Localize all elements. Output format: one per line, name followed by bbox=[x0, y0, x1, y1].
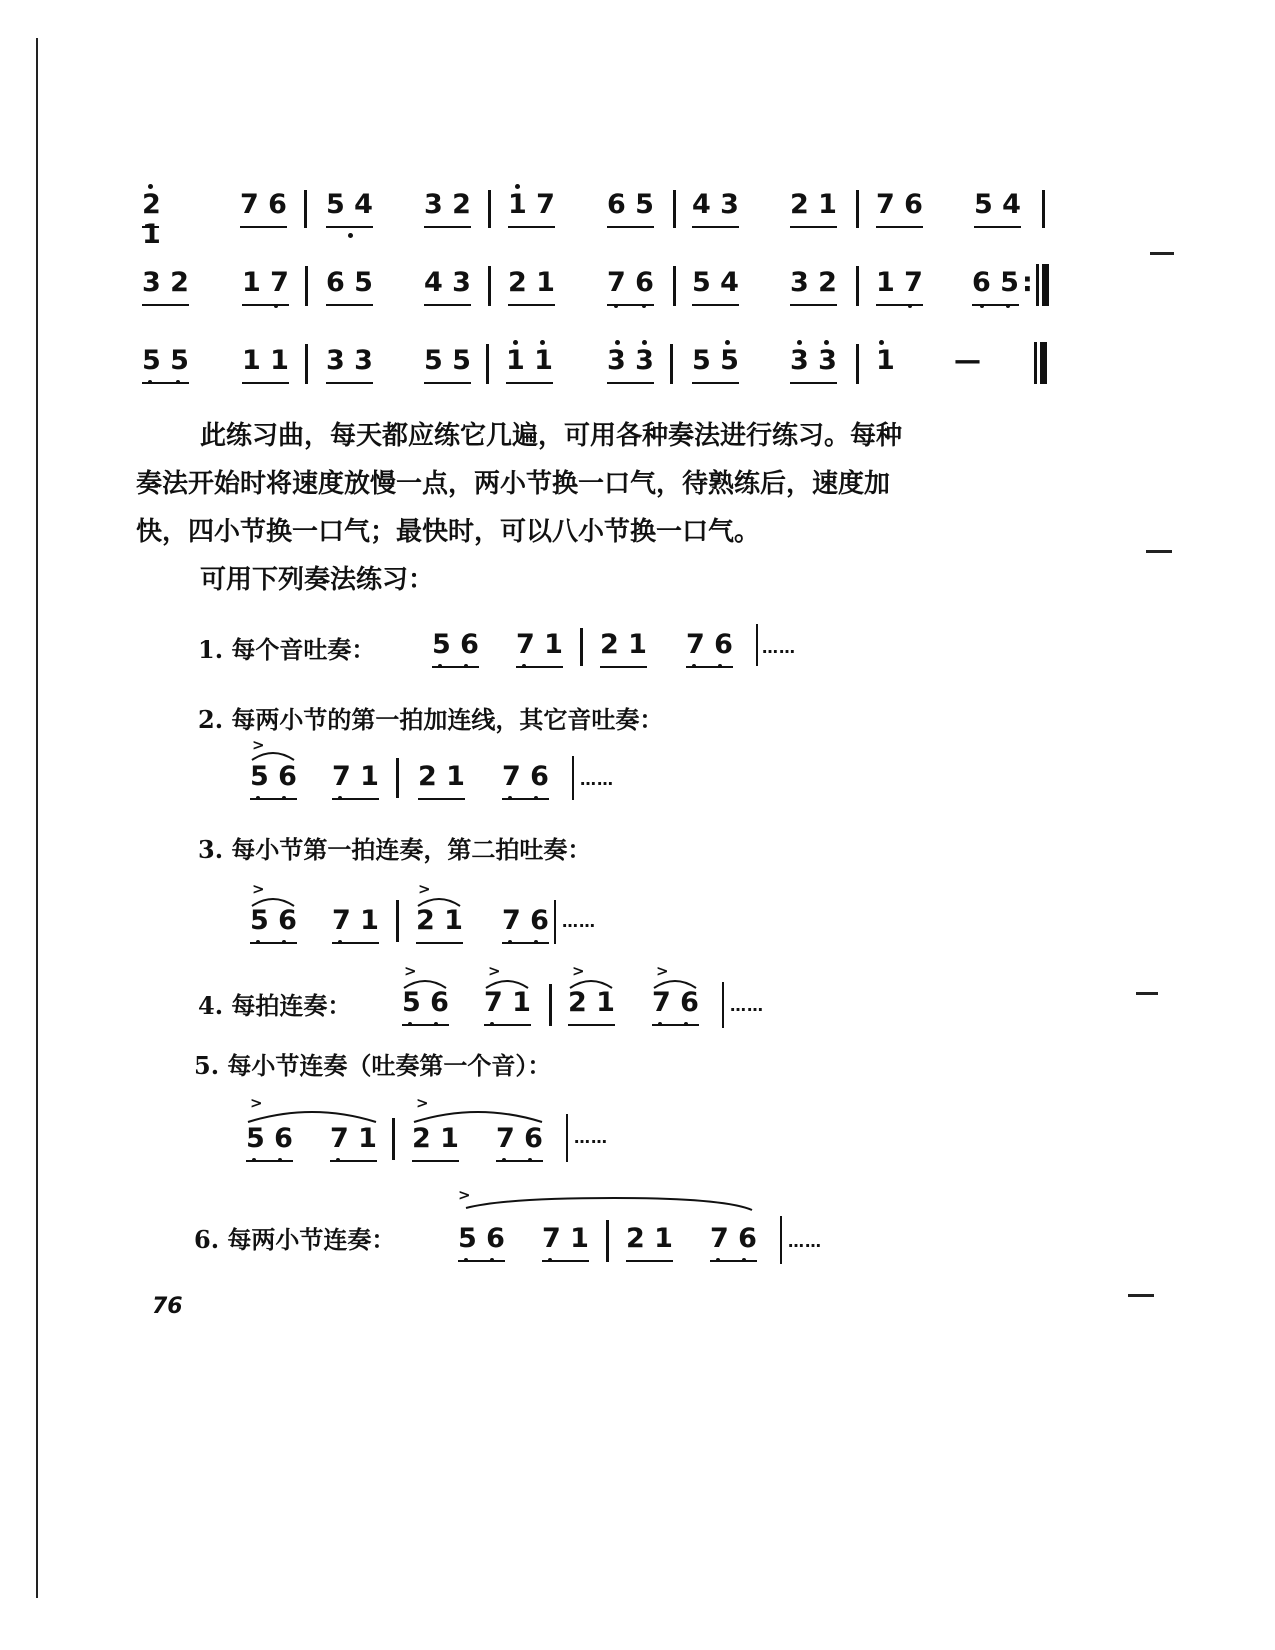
high-octave-dot bbox=[615, 340, 620, 345]
low-octave-dot bbox=[282, 940, 286, 944]
exercise-label: 5. 每小节连奏（吐奏第一个音）： bbox=[194, 1051, 552, 1080]
low-octave-dot bbox=[502, 1158, 506, 1162]
exercise-label: 2. 每两小节的第一拍加连线，其它音吐奏： bbox=[198, 705, 664, 734]
note-group: 1 1 bbox=[242, 346, 289, 384]
bar-line bbox=[392, 1118, 395, 1160]
low-octave-dot bbox=[464, 1258, 468, 1262]
bar-line bbox=[856, 190, 859, 228]
note-group: 2 1 bbox=[600, 630, 647, 668]
note-group: 7 1 bbox=[332, 906, 379, 944]
low-octave-dot bbox=[338, 940, 342, 944]
high-octave-dot bbox=[824, 340, 829, 345]
note-group: 7 6 bbox=[710, 1224, 757, 1262]
accent-mark: > bbox=[252, 880, 265, 898]
note-group: 5 6 bbox=[432, 630, 479, 668]
note-group: 5 4 bbox=[974, 190, 1021, 228]
accent-mark: > bbox=[416, 1094, 429, 1112]
low-octave-dot bbox=[278, 1158, 282, 1162]
exercise-label: 4. 每拍连奏： bbox=[198, 991, 352, 1020]
bar-line bbox=[722, 982, 724, 1028]
low-octave-dot bbox=[508, 796, 512, 800]
note-group: 2 1 bbox=[626, 1224, 673, 1262]
bar-line bbox=[756, 624, 758, 666]
exercise-label: 1. 每个音吐奏： bbox=[198, 635, 376, 664]
continuation-dots: …… bbox=[574, 1128, 608, 1147]
bar-line bbox=[1042, 190, 1045, 228]
low-octave-dot bbox=[490, 1022, 494, 1026]
note-group: 5 5 bbox=[424, 346, 471, 384]
bar-line bbox=[780, 1216, 782, 1264]
paragraph-line: 快，四小节换一口气；最快时，可以八小节换一口气。 bbox=[136, 517, 761, 547]
note-group: 1 7 bbox=[508, 190, 555, 228]
low-octave-dot bbox=[742, 1258, 746, 1262]
paragraph-line: 奏法开始时将速度放慢一点，两小节换一口气，待熟练后，速度加 bbox=[136, 469, 891, 499]
page-binding-line bbox=[36, 38, 38, 1598]
low-octave-dot bbox=[522, 664, 526, 668]
accent-mark: > bbox=[458, 1186, 471, 1204]
accent-mark: > bbox=[418, 880, 431, 898]
note-group: 2 1 bbox=[568, 988, 615, 1026]
note-group: 2 1 bbox=[416, 906, 463, 944]
note-group: 7 6 bbox=[502, 762, 549, 800]
low-octave-dot bbox=[434, 1022, 438, 1026]
repeat-sign: : bbox=[1022, 267, 1033, 298]
slur bbox=[250, 748, 296, 762]
repeat-bar-thick bbox=[1042, 264, 1049, 306]
bar-line bbox=[673, 266, 676, 306]
note-group: 5 4 bbox=[326, 190, 373, 228]
edge-mark bbox=[1136, 992, 1158, 995]
note-group: 1 1 bbox=[506, 346, 553, 384]
note-group: 2 1 bbox=[418, 762, 465, 800]
low-octave-dot bbox=[256, 940, 260, 944]
note-group: 2 1 bbox=[142, 190, 159, 228]
accent-mark: > bbox=[252, 736, 265, 754]
note-group: 2 1 bbox=[790, 190, 837, 228]
accent-mark: > bbox=[656, 962, 669, 980]
low-octave-dot bbox=[614, 304, 618, 308]
note-group: 7 6 bbox=[496, 1124, 543, 1162]
note-group: 1 7 bbox=[242, 268, 289, 306]
continuation-dots: …… bbox=[580, 770, 614, 789]
low-octave-dot bbox=[256, 796, 260, 800]
note-group: 7 6 bbox=[502, 906, 549, 944]
note-group: 3 3 bbox=[607, 346, 654, 384]
note-group: 2 1 bbox=[412, 1124, 459, 1162]
low-octave-dot bbox=[148, 380, 152, 384]
low-octave-dot bbox=[348, 233, 353, 238]
note-group: 4 3 bbox=[424, 268, 471, 306]
bar-line bbox=[566, 1114, 568, 1162]
low-octave-dot bbox=[980, 304, 984, 308]
note-group: 1 7 bbox=[876, 268, 923, 306]
slur bbox=[246, 1106, 378, 1124]
note-group: 5 6 bbox=[402, 988, 449, 1026]
note-group: 5 6 bbox=[250, 906, 297, 944]
bar-line bbox=[486, 344, 489, 384]
note-group: 6 5 bbox=[972, 268, 1019, 306]
edge-mark bbox=[1150, 252, 1174, 255]
exercise-label: 3. 每小节第一拍连奏，第二拍吐奏： bbox=[198, 835, 592, 864]
low-octave-dot bbox=[408, 1022, 412, 1026]
low-octave-dot bbox=[338, 796, 342, 800]
low-octave-dot bbox=[464, 664, 468, 668]
high-octave-dot bbox=[642, 340, 647, 345]
note-group: 5 4 bbox=[692, 268, 739, 306]
note-group: 7 6 bbox=[876, 190, 923, 228]
note-group: 7 6 bbox=[686, 630, 733, 668]
low-octave-dot bbox=[534, 796, 538, 800]
note-group: 6 5 bbox=[607, 190, 654, 228]
exercise-label: 6. 每两小节连奏： bbox=[194, 1225, 396, 1254]
bar-line bbox=[396, 900, 399, 942]
edge-mark bbox=[1146, 550, 1172, 553]
low-octave-dot bbox=[548, 1258, 552, 1262]
low-octave-dot bbox=[176, 380, 180, 384]
low-octave-dot bbox=[438, 664, 442, 668]
slur bbox=[412, 1106, 544, 1124]
low-octave-dot bbox=[336, 1158, 340, 1162]
low-octave-dot bbox=[716, 1258, 720, 1262]
final-bar-thick bbox=[1040, 342, 1047, 384]
accent-mark: > bbox=[250, 1094, 263, 1112]
low-octave-dot bbox=[692, 664, 696, 668]
edge-mark bbox=[1128, 1294, 1154, 1297]
dash: — bbox=[954, 345, 981, 376]
bar-line bbox=[606, 1220, 609, 1262]
note-group: 4 3 bbox=[692, 190, 739, 228]
low-octave-dot bbox=[528, 1158, 532, 1162]
note-group: 3 2 bbox=[424, 190, 471, 228]
note-group: 7 1 bbox=[330, 1124, 377, 1162]
note-group: 3 3 bbox=[790, 346, 837, 384]
bar-line bbox=[488, 190, 491, 228]
note-group: 3 2 bbox=[790, 268, 837, 306]
note-group: 5 5 bbox=[142, 346, 189, 384]
note-group: 7 1 bbox=[542, 1224, 589, 1262]
bar-line bbox=[673, 190, 676, 228]
continuation-dots: …… bbox=[788, 1232, 822, 1251]
page-number: 76 bbox=[152, 1294, 183, 1319]
high-octave-dot bbox=[515, 184, 520, 189]
low-octave-dot bbox=[282, 796, 286, 800]
bar-line bbox=[304, 190, 307, 228]
low-octave-dot bbox=[534, 940, 538, 944]
bar-line bbox=[488, 266, 491, 306]
paragraph-line: 此练习曲，每天都应练它几遍，可用各种奏法进行练习。每种 bbox=[200, 421, 903, 451]
note-group: 7 1 bbox=[484, 988, 531, 1026]
continuation-dots: …… bbox=[562, 912, 596, 931]
note-group: 7 1 bbox=[332, 762, 379, 800]
low-octave-dot bbox=[684, 1022, 688, 1026]
low-octave-dot bbox=[718, 664, 722, 668]
bar-line bbox=[305, 344, 308, 384]
bar-line bbox=[396, 758, 399, 798]
note: 1 bbox=[876, 345, 895, 376]
bar-line bbox=[856, 266, 859, 306]
bar-line bbox=[554, 900, 556, 944]
bar-line bbox=[856, 344, 859, 384]
high-octave-dot bbox=[725, 340, 730, 345]
high-octave-dot bbox=[797, 340, 802, 345]
note-group: 2 1 bbox=[508, 268, 555, 306]
accent-mark: > bbox=[488, 962, 501, 980]
bar-line bbox=[305, 266, 308, 306]
bar-line bbox=[670, 344, 673, 384]
note-group: 5 5 bbox=[692, 346, 739, 384]
note-group: 5 6 bbox=[250, 762, 297, 800]
low-octave-dot bbox=[252, 1158, 256, 1162]
continuation-dots: …… bbox=[762, 638, 796, 657]
intro-text: 可用下列奏法练习： bbox=[200, 565, 435, 595]
accent-mark: > bbox=[404, 962, 417, 980]
low-octave-dot bbox=[1006, 304, 1010, 308]
bar-line bbox=[580, 628, 583, 666]
repeat-bar-thin bbox=[1036, 264, 1039, 306]
note-group: 7 6 bbox=[607, 268, 654, 306]
low-octave-dot bbox=[642, 304, 646, 308]
final-bar-thin bbox=[1034, 342, 1037, 384]
bar-line bbox=[549, 984, 552, 1026]
bar-line bbox=[572, 756, 574, 800]
low-octave-dot bbox=[508, 940, 512, 944]
note-group: 7 6 bbox=[240, 190, 287, 228]
note-group: 7 6 bbox=[652, 988, 699, 1026]
note-group: 7 1 bbox=[516, 630, 563, 668]
low-octave-dot bbox=[274, 304, 278, 308]
low-octave-dot bbox=[490, 1258, 494, 1262]
slur bbox=[464, 1196, 754, 1212]
low-octave-dot bbox=[908, 304, 912, 308]
note-group: 5 6 bbox=[458, 1224, 505, 1262]
note-group: 5 6 bbox=[246, 1124, 293, 1162]
low-octave-dot bbox=[658, 1022, 662, 1026]
note-group: 6 5 bbox=[326, 268, 373, 306]
high-octave-dot bbox=[879, 340, 884, 345]
continuation-dots: …… bbox=[730, 996, 764, 1015]
accent-mark: > bbox=[572, 962, 585, 980]
high-octave-dot bbox=[540, 340, 545, 345]
note-group: 3 3 bbox=[326, 346, 373, 384]
high-octave-dot bbox=[513, 340, 518, 345]
note-group: 3 2 bbox=[142, 268, 189, 306]
